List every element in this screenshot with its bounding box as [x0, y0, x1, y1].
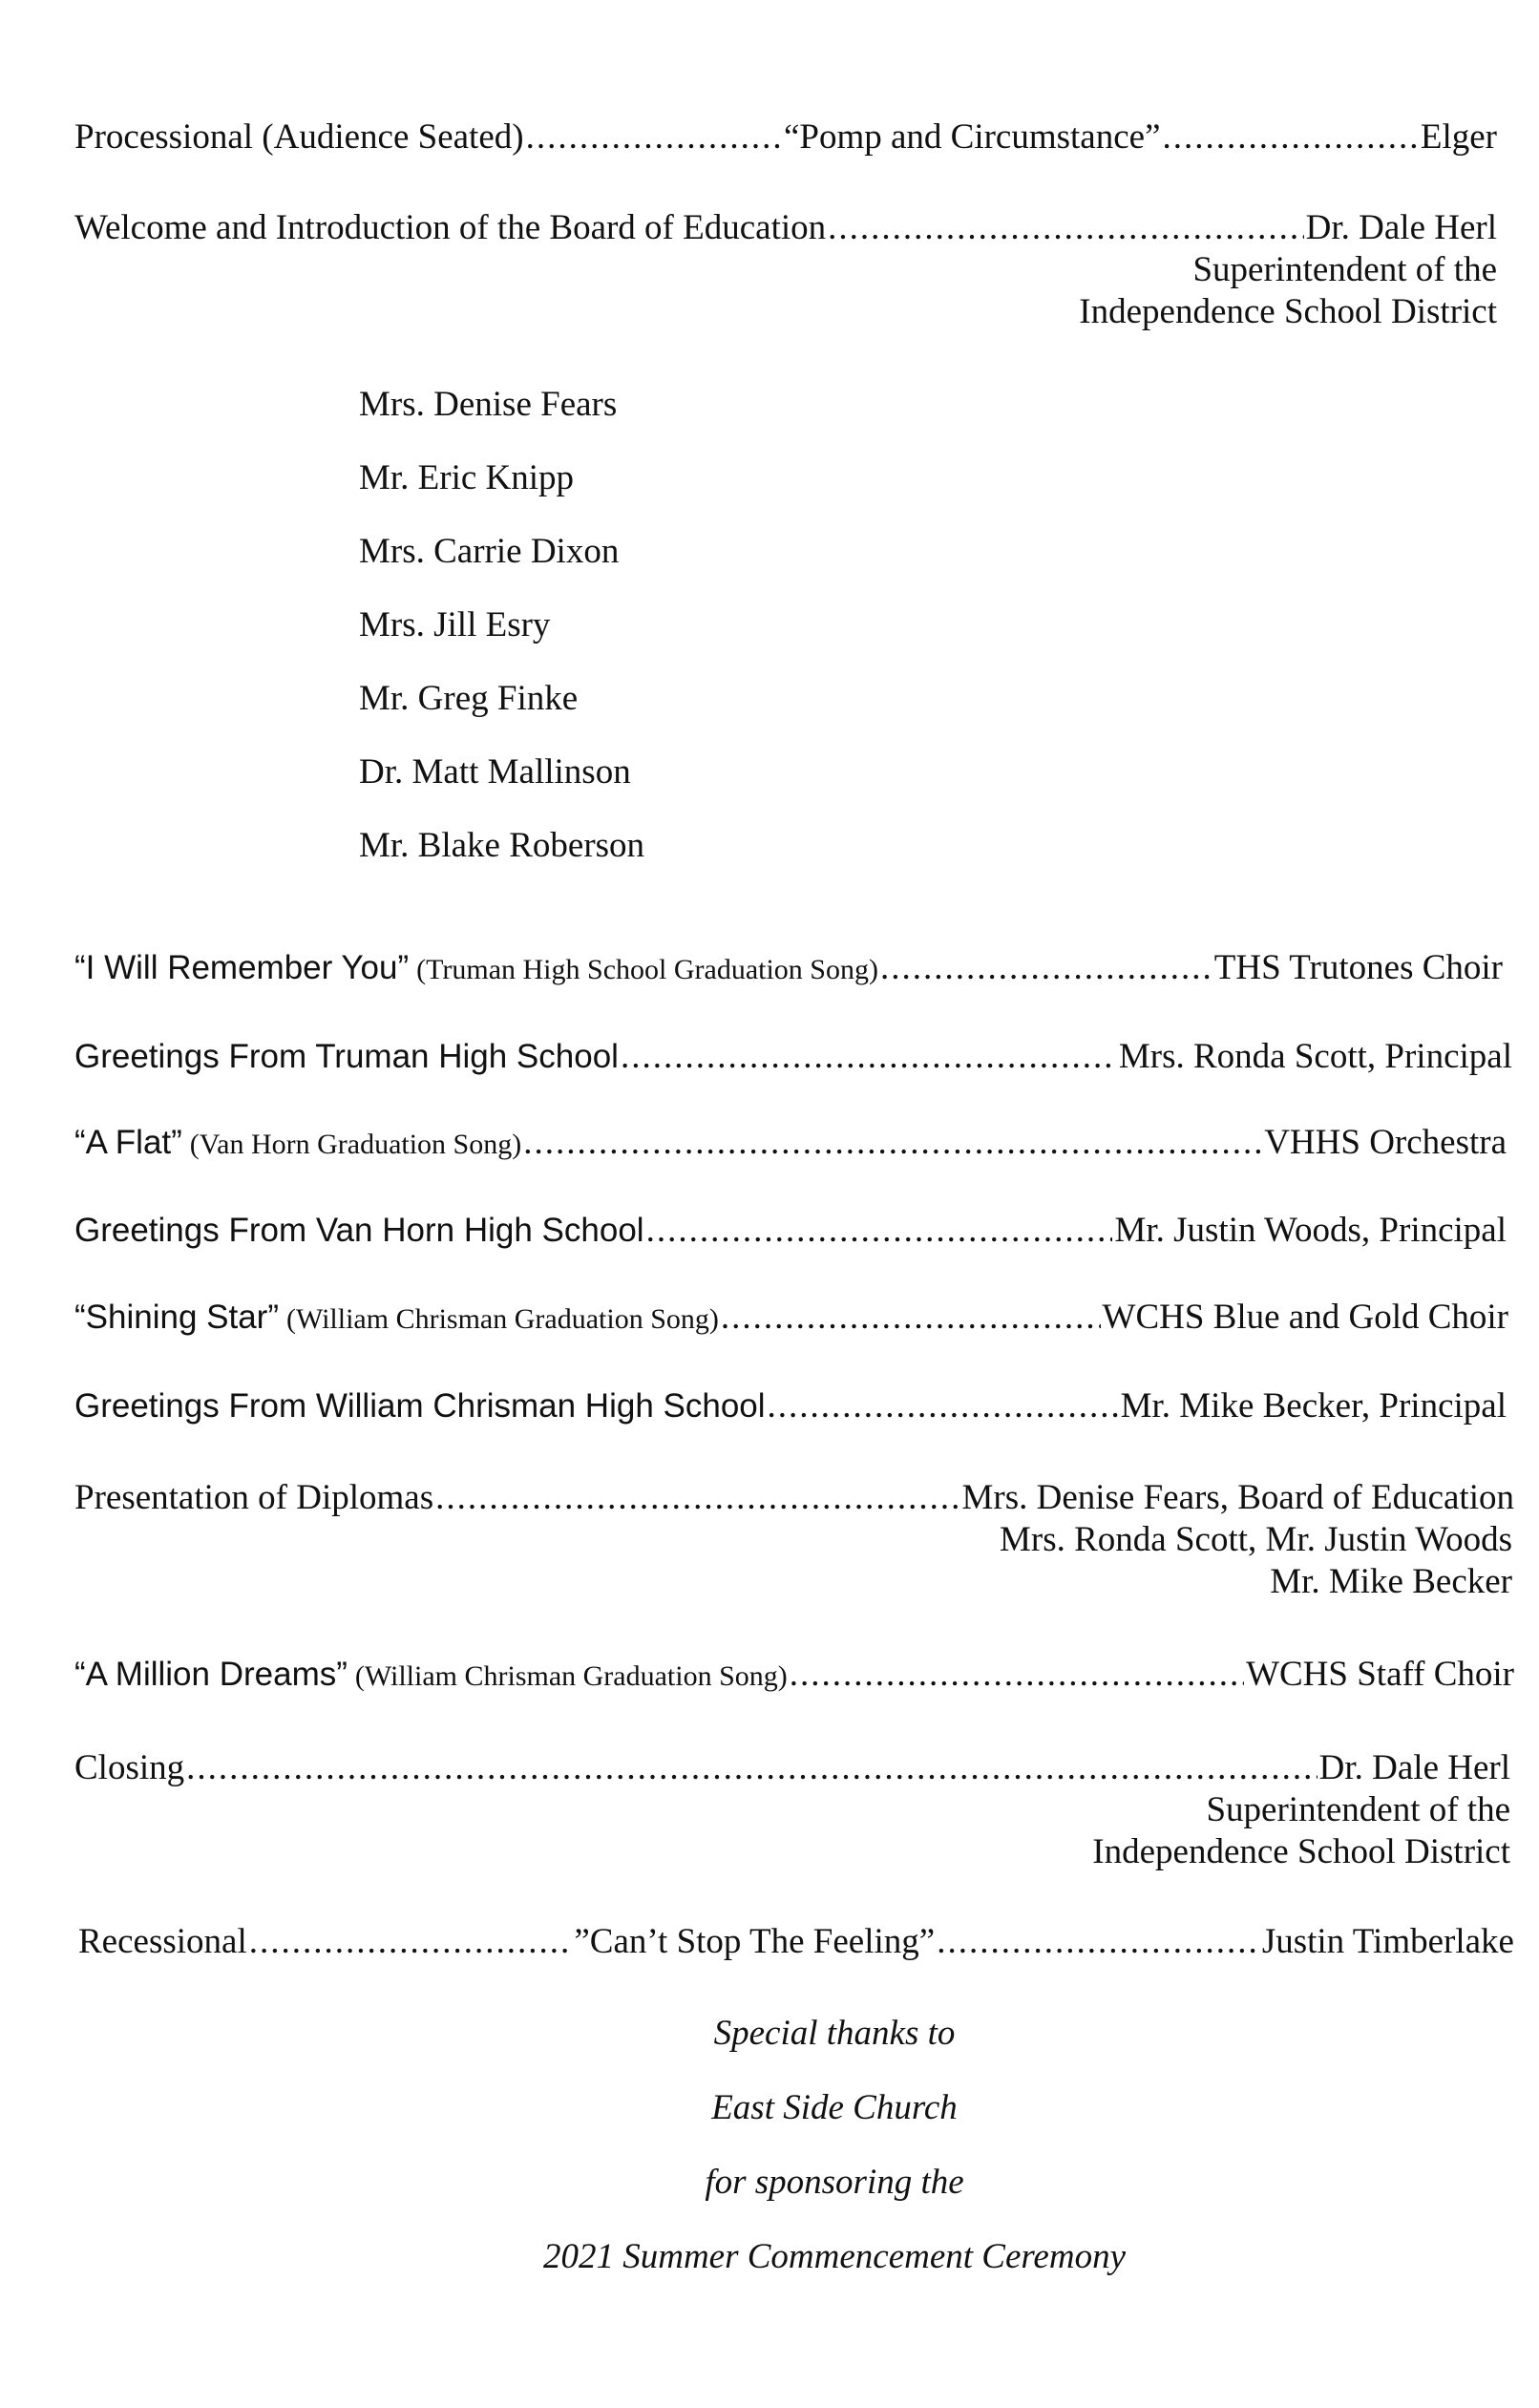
song2-row	[74, 1122, 1507, 1166]
song4-performer: WCHS Staff Choir	[1246, 1655, 1514, 1694]
song3-note: (William Chrisman Graduation Song)	[285, 1303, 719, 1335]
greet3-row	[74, 1385, 1507, 1427]
welcome-title1: Superintendent of the	[1192, 250, 1497, 289]
recessional-row	[78, 1921, 1514, 1963]
leader-dots	[523, 1122, 1262, 1164]
greet1-name: Mrs. Ronda Scott, Principal	[1118, 1037, 1512, 1076]
leader-dots	[768, 1385, 1119, 1427]
greet3-name: Mr. Mike Becker, Principal	[1120, 1386, 1507, 1426]
leader-dots	[1163, 116, 1419, 158]
leader-dots	[435, 1477, 959, 1519]
diplomas-line3: Mr. Mike Becker	[1270, 1562, 1512, 1601]
welcome-row	[74, 207, 1497, 249]
board-member: Mr. Greg Finke	[359, 679, 579, 718]
diplomas-label: Presentation of Diplomas	[74, 1478, 434, 1517]
board-member: Mrs. Jill Esry	[359, 605, 551, 644]
recessional-title: ”Can’t Stop The Feeling”	[574, 1922, 936, 1961]
recessional-artist: Justin Timberlake	[1261, 1922, 1514, 1961]
welcome-title-block	[74, 249, 1497, 333]
board-member: Mrs. Denise Fears	[359, 385, 618, 424]
closing-title-block	[74, 1789, 1510, 1873]
greet3-label: Greetings From William Chrisman High School	[74, 1387, 766, 1425]
processional-composer: Elger	[1420, 117, 1497, 157]
leader-dots	[937, 1921, 1260, 1963]
closing-label: Closing	[74, 1748, 185, 1787]
diplomas-line1: Mrs. Denise Fears, Board of Education	[961, 1478, 1514, 1517]
greet1-label: Greetings From Truman High School	[74, 1038, 619, 1075]
thanks-line: East Side Church	[711, 2088, 958, 2127]
song1-row	[74, 947, 1503, 991]
processional-label: Processional (Audience Seated)	[74, 117, 524, 157]
leader-dots	[186, 1747, 1318, 1789]
song2-performer: VHHS Orchestra	[1264, 1123, 1507, 1162]
welcome-label: Welcome and Introduction of the Board of Education	[74, 208, 827, 247]
closing-title1: Superintendent of the	[1206, 1790, 1510, 1829]
welcome-title2: Independence School District	[1079, 292, 1497, 331]
song2-note: (Van Horn Graduation Song)	[189, 1129, 522, 1160]
song4-note: (William Chrisman Graduation Song)	[354, 1660, 788, 1692]
thanks-line: 2021 Summer Commencement Ceremony	[542, 2237, 1126, 2276]
song3-title: “Shining Star”	[74, 1299, 279, 1336]
song3-performer: WCHS Blue and Gold Choir	[1102, 1298, 1508, 1337]
board-member: Mr. Blake Roberson	[359, 826, 645, 865]
processional-row	[74, 116, 1497, 158]
welcome-name: Dr. Dale Herl	[1305, 208, 1497, 247]
greet2-row	[74, 1210, 1507, 1252]
song4-title: “A Million Dreams”	[74, 1656, 348, 1693]
diplomas-row	[74, 1477, 1514, 1519]
song1-performer: THS Trutones Choir	[1213, 948, 1503, 987]
song4-row	[74, 1654, 1514, 1698]
leader-dots	[790, 1654, 1244, 1696]
song1-title: “I Will Remember You”	[74, 949, 410, 986]
greet1-row	[74, 1036, 1512, 1078]
song2-title: “A Flat”	[74, 1124, 182, 1161]
leader-dots	[621, 1036, 1117, 1078]
leader-dots	[646, 1210, 1113, 1252]
diplomas-presenters	[74, 1519, 1512, 1603]
closing-name: Dr. Dale Herl	[1318, 1748, 1510, 1787]
greet2-label: Greetings From Van Horn High School	[74, 1212, 644, 1249]
leader-dots	[880, 947, 1212, 989]
diplomas-line2: Mrs. Ronda Scott, Mr. Justin Woods	[999, 1520, 1512, 1559]
board-member: Mrs. Carrie Dixon	[359, 532, 620, 571]
board-member: Mr. Eric Knipp	[359, 458, 575, 497]
closing-row	[74, 1747, 1510, 1789]
song1-note: (Truman High School Graduation Song)	[416, 954, 878, 985]
leader-dots	[249, 1921, 573, 1963]
processional-title: “Pomp and Circumstance”	[783, 117, 1161, 157]
leader-dots	[721, 1297, 1101, 1339]
closing-title2: Independence School District	[1092, 1832, 1510, 1871]
recessional-label: Recessional	[78, 1922, 247, 1961]
thanks-line: Special thanks to	[713, 2014, 956, 2053]
song3-row	[74, 1297, 1508, 1341]
thanks-line: for sponsoring the	[705, 2163, 964, 2202]
board-member: Dr. Matt Mallinson	[359, 752, 631, 792]
leader-dots	[828, 207, 1304, 249]
greet2-name: Mr. Justin Woods, Principal	[1114, 1211, 1507, 1250]
leader-dots	[526, 116, 782, 158]
